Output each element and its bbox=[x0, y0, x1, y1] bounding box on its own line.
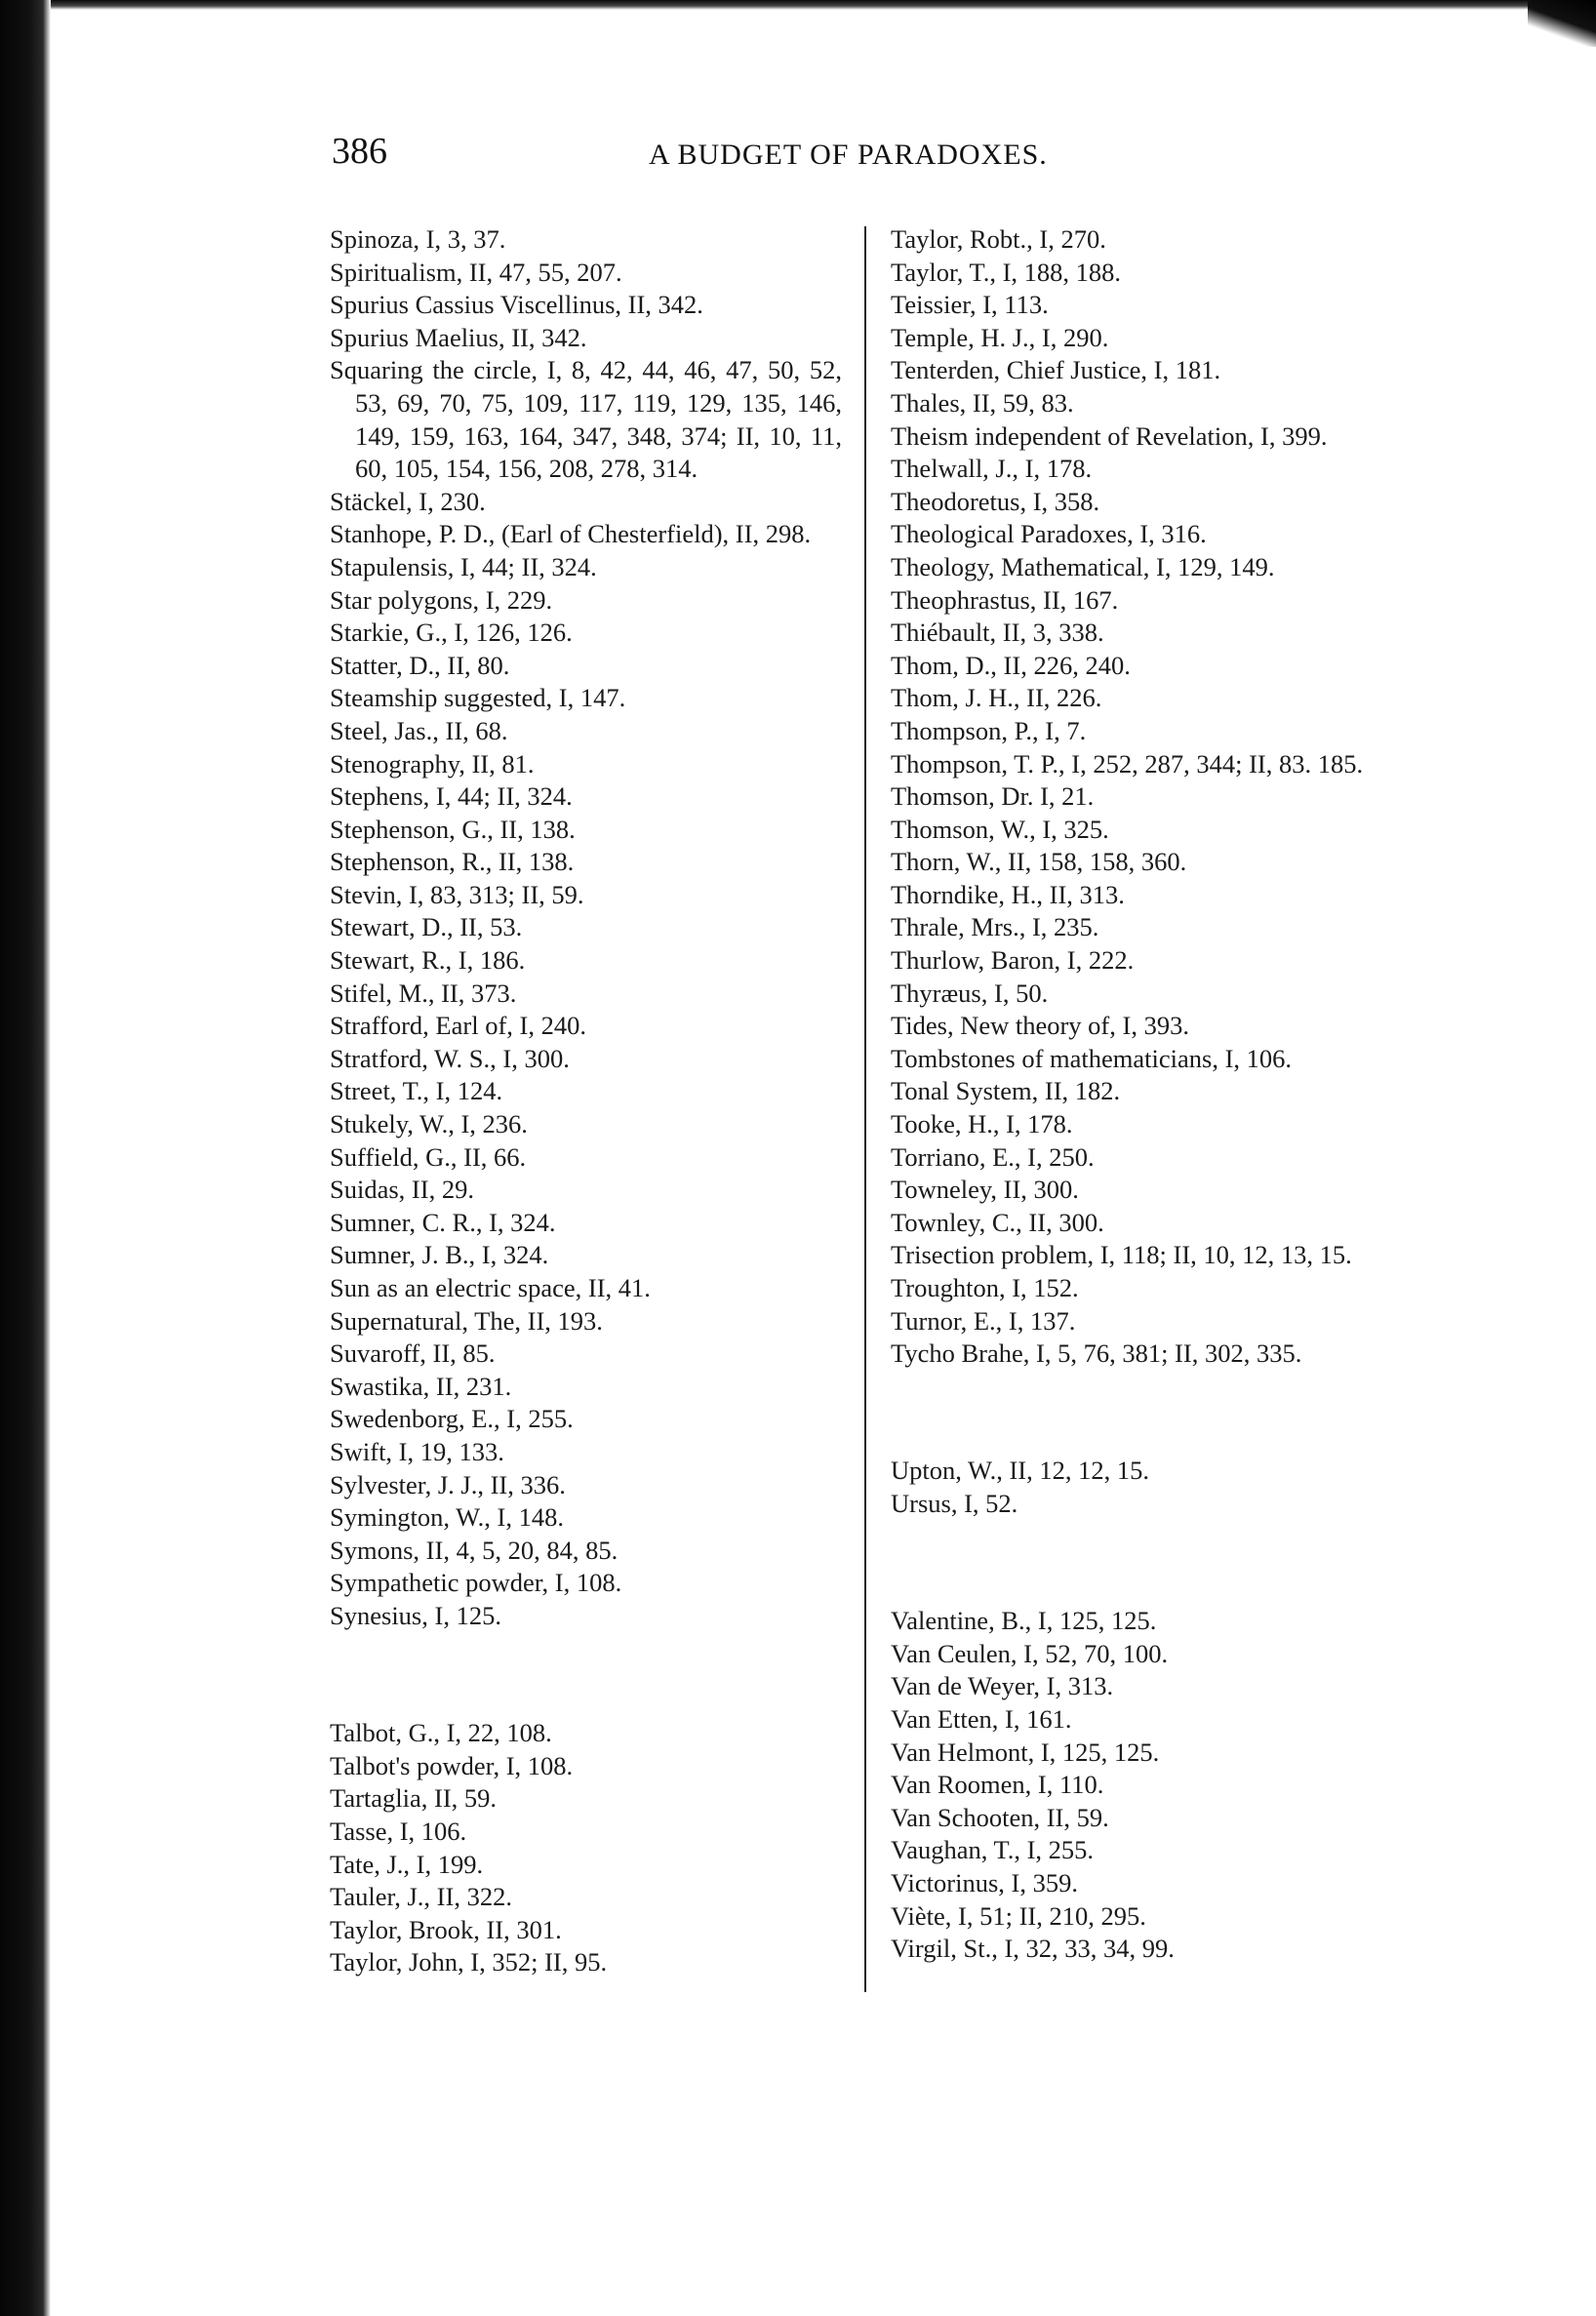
index-entry: Sympathetic powder, I, 108. bbox=[330, 1568, 622, 1598]
scan-edge-right bbox=[1528, 0, 1596, 47]
index-entry: Spinoza, I, 3, 37. bbox=[330, 224, 506, 254]
index-entry: Van Schooten, II, 59. bbox=[891, 1802, 1109, 1832]
index-entry: Tartaglia, II, 59. bbox=[330, 1783, 498, 1814]
index-entry: Squaring the circle, I, 8, 42, 44, 46, 47, 50, 52, 53, 69, 70, 75, 109, 117, 119, 129, 135, 146, 149, 159, 163, 164, 347, 348, 374; II, 10, 11, 60, 105, 154, 156, 208, 278, 314. bbox=[330, 355, 842, 484]
index-entry: Thyræus, I, 50. bbox=[891, 978, 1049, 1008]
index-entry: Suffield, G., II, 66. bbox=[330, 1141, 527, 1172]
index-entry: Tycho Brahe, I, 5, 76, 381; II, 302, 335. bbox=[891, 1338, 1302, 1369]
index-entry: Tooke, H., I, 178. bbox=[891, 1109, 1073, 1139]
index-entry: Spiritualism, II, 47, 55, 207. bbox=[330, 257, 622, 287]
index-entry: Ursus, I, 52. bbox=[891, 1488, 1018, 1518]
index-entry: Virgil, St., I, 32, 33, 34, 99. bbox=[891, 1934, 1175, 1964]
index-entry: Sumner, C. R., I, 324. bbox=[330, 1207, 556, 1237]
index-entry: Sun as an electric space, II, 41. bbox=[330, 1273, 651, 1302]
section-gap bbox=[330, 1658, 842, 1692]
index-entry: Van Etten, I, 161. bbox=[891, 1703, 1072, 1734]
index-entry: Valentine, B., I, 125, 125. bbox=[891, 1606, 1157, 1636]
index-entry: Thrale, Mrs., I, 235. bbox=[891, 912, 1099, 942]
index-entry: Suvaroff, II, 85. bbox=[330, 1338, 496, 1369]
index-entry: Street, T., I, 124. bbox=[330, 1076, 503, 1106]
index-entry: Stephens, I, 44; II, 324. bbox=[330, 781, 573, 812]
index-entry: Thompson, P., I, 7. bbox=[891, 715, 1087, 745]
index-entry: Troughton, I, 152. bbox=[891, 1273, 1079, 1302]
index-entry: Supernatural, The, II, 193. bbox=[330, 1305, 603, 1336]
index-entry: Stratford, W. S., I, 300. bbox=[330, 1043, 570, 1073]
index-entry: Stenography, II, 81. bbox=[330, 748, 535, 779]
index-entry: Stewart, D., II, 53. bbox=[330, 912, 523, 942]
index-entry: Taylor, John, I, 352; II, 95. bbox=[330, 1947, 608, 1977]
index-column-right bbox=[891, 223, 1408, 1966]
index-entry: Taylor, Brook, II, 301. bbox=[330, 1914, 562, 1944]
index-column-left bbox=[330, 223, 842, 1979]
scan-edge-left bbox=[0, 0, 51, 2316]
index-entry: Tasse, I, 106. bbox=[330, 1816, 467, 1846]
index-entry: Swedenborg, E., I, 255. bbox=[330, 1404, 574, 1434]
index-entry: Suidas, II, 29. bbox=[330, 1175, 474, 1205]
index-entry: Thurlow, Baron, I, 222. bbox=[891, 945, 1135, 976]
index-entry: Tenterden, Chief Justice, I, 181. bbox=[891, 355, 1221, 385]
index-entry: Thomson, Dr. I, 21. bbox=[891, 781, 1095, 812]
index-entry: Taylor, T., I, 188, 188. bbox=[891, 257, 1122, 287]
index-entry: Tonal System, II, 182. bbox=[891, 1076, 1121, 1106]
index-entry: Sumner, J. B., I, 324. bbox=[330, 1240, 549, 1270]
index-entry: Thelwall, J., I, 178. bbox=[891, 454, 1093, 484]
index-entry: Strafford, Earl of, I, 240. bbox=[330, 1011, 586, 1041]
index-entry: Thiébault, II, 3, 338. bbox=[891, 618, 1104, 648]
index-entry: Tate, J., I, 199. bbox=[330, 1849, 484, 1879]
index-entry: Stapulensis, I, 44; II, 324. bbox=[330, 551, 597, 581]
index-entry: Thom, J. H., II, 226. bbox=[891, 683, 1102, 713]
index-entry: Teissier, I, 113. bbox=[891, 290, 1049, 320]
index-entry: Torriano, E., I, 250. bbox=[891, 1141, 1095, 1172]
index-entry: Theological Paradoxes, I, 316. bbox=[891, 519, 1207, 549]
page-number: 386 bbox=[332, 131, 387, 172]
scan-edge-top bbox=[0, 0, 1596, 10]
index-entry: Symons, II, 4, 5, 20, 84, 85. bbox=[330, 1535, 618, 1565]
index-entry: Thom, D., II, 226, 240. bbox=[891, 650, 1131, 680]
index-entry: Statter, D., II, 80. bbox=[330, 650, 510, 680]
index-entry: Spurius Cassius Viscellinus, II, 342. bbox=[330, 290, 703, 320]
index-entry: Talbot, G., I, 22, 108. bbox=[330, 1718, 552, 1748]
index-entry: Turnor, E., I, 137. bbox=[891, 1305, 1076, 1336]
index-entry: Townley, C., II, 300. bbox=[891, 1207, 1104, 1237]
index-entry: Starkie, G., I, 126, 126. bbox=[330, 618, 573, 648]
index-entry: Talbot's powder, I, 108. bbox=[330, 1750, 574, 1780]
index-entry: Stephenson, R., II, 138. bbox=[330, 847, 575, 877]
index-entry: Swift, I, 19, 133. bbox=[330, 1436, 504, 1466]
index-entry: Theology, Mathematical, I, 129, 149. bbox=[891, 551, 1275, 581]
index-entry: Towneley, II, 300. bbox=[891, 1175, 1079, 1205]
index-entry: Viète, I, 51; II, 210, 295. bbox=[891, 1900, 1146, 1931]
index-entry: Thomson, W., I, 325. bbox=[891, 814, 1109, 844]
index-entry: Star polygons, I, 229. bbox=[330, 584, 553, 615]
section-gap bbox=[891, 1396, 1408, 1429]
index-entry: Swastika, II, 231. bbox=[330, 1371, 512, 1401]
index-entry: Van de Weyer, I, 313. bbox=[891, 1671, 1114, 1701]
section-gap bbox=[891, 1546, 1408, 1579]
index-entry: Taylor, Robt., I, 270. bbox=[891, 224, 1106, 254]
index-entry: Synesius, I, 125. bbox=[330, 1600, 501, 1630]
index-entry: Van Roomen, I, 110. bbox=[891, 1770, 1104, 1800]
index-entry: Vaughan, T., I, 255. bbox=[891, 1835, 1095, 1865]
index-entry: Stifel, M., II, 373. bbox=[330, 978, 517, 1008]
index-entry: Stephenson, G., II, 138. bbox=[330, 814, 576, 844]
index-entry: Stevin, I, 83, 313; II, 59. bbox=[330, 879, 584, 909]
index-entry: Tombstones of mathematicians, I, 106. bbox=[891, 1043, 1293, 1073]
index-entry: Victorinus, I, 359. bbox=[891, 1867, 1078, 1897]
index-entry: Trisection problem, I, 118; II, 10, 12, 13, 15. bbox=[891, 1240, 1352, 1270]
running-title: A BUDGET OF PARADOXES. bbox=[649, 139, 1048, 171]
index-entry: Stanhope, P. D., (Earl of Chesterfield), II, 298. bbox=[330, 519, 812, 549]
index-entry: Van Helmont, I, 125, 125. bbox=[891, 1737, 1160, 1767]
index-entry: Thorndike, H., II, 313. bbox=[891, 879, 1125, 909]
index-entry: Tides, New theory of, I, 393. bbox=[891, 1011, 1189, 1041]
index-entry: Stäckel, I, 230. bbox=[330, 486, 486, 516]
index-entry: Upton, W., II, 12, 12, 15. bbox=[891, 1456, 1149, 1486]
index-entry: Temple, H. J., I, 290. bbox=[891, 322, 1109, 352]
index-entry: Sylvester, J. J., II, 336. bbox=[330, 1469, 566, 1499]
column-divider bbox=[864, 226, 866, 1992]
index-entry: Theodoretus, I, 358. bbox=[891, 486, 1100, 516]
index-entry: Thorn, W., II, 158, 158, 360. bbox=[891, 847, 1187, 877]
index-entry: Theism independent of Revelation, I, 399. bbox=[891, 420, 1328, 451]
index-entry: Steamship suggested, I, 147. bbox=[330, 683, 626, 713]
index-entry: Symington, W., I, 148. bbox=[330, 1502, 565, 1533]
index-entry: Thales, II, 59, 83. bbox=[891, 387, 1074, 418]
index-entry: Tauler, J., II, 322. bbox=[330, 1882, 512, 1912]
index-entry: Theophrastus, II, 167. bbox=[891, 584, 1119, 615]
index-entry: Stukely, W., I, 236. bbox=[330, 1109, 528, 1139]
index-entry: Spurius Maelius, II, 342. bbox=[330, 322, 587, 352]
index-entry: Thompson, T. P., I, 252, 287, 344; II, 83. 185. bbox=[891, 748, 1364, 779]
index-entry: Steel, Jas., II, 68. bbox=[330, 715, 508, 745]
index-entry: Stewart, R., I, 186. bbox=[330, 945, 526, 976]
index-entry: Van Ceulen, I, 52, 70, 100. bbox=[891, 1638, 1169, 1668]
